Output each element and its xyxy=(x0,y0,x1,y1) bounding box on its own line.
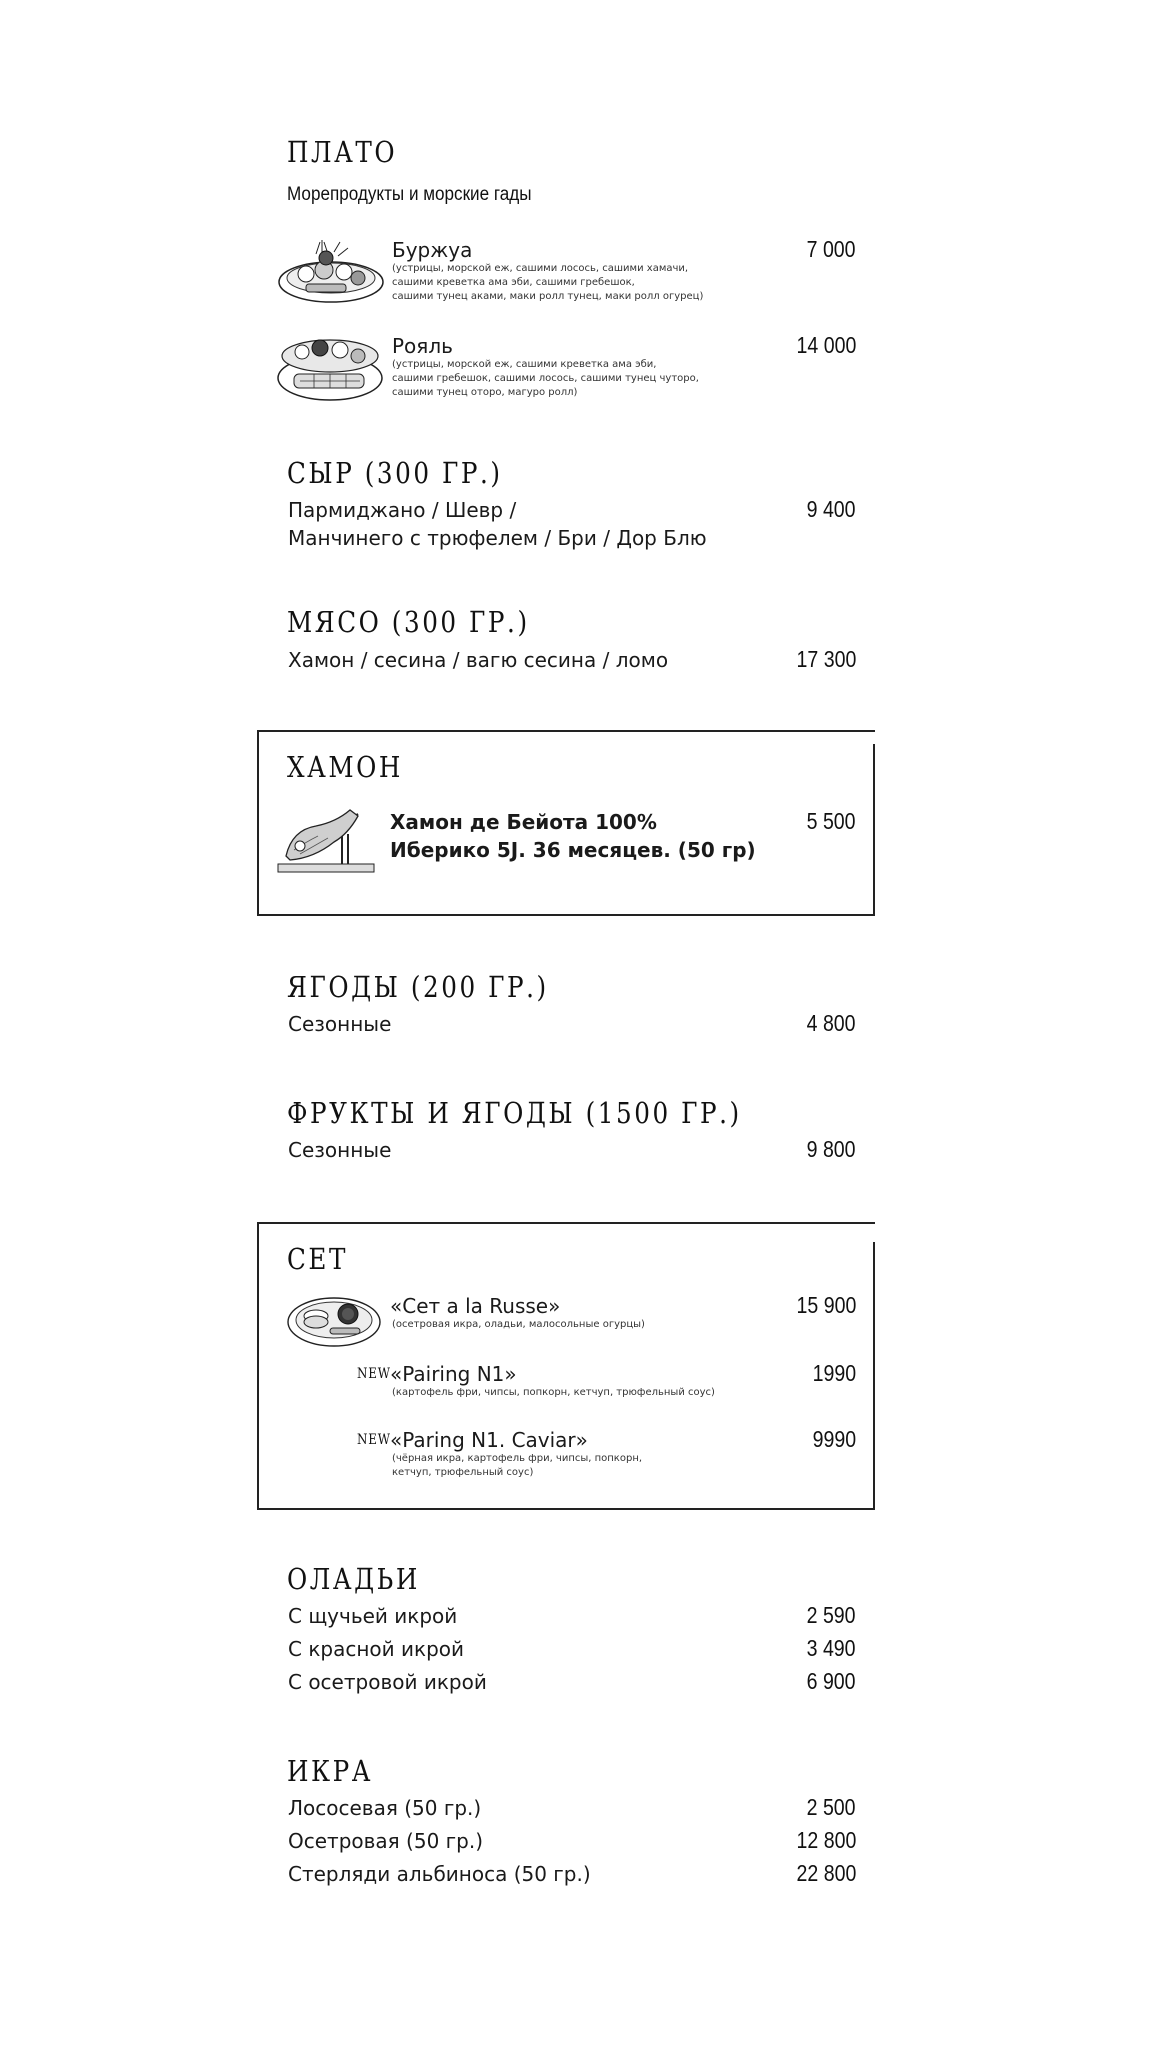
plato-item-name-1: Буржуа xyxy=(392,238,473,262)
berries-line-1: Сезонные xyxy=(288,1012,392,1036)
plato-item-desc-1: (устрицы, морской еж, сашими лосось, сашими хамачи, сашими креветка ама эби, сашими гребешок, сашими тунец аками, маки ролл тунец, маки ролл огурец) xyxy=(392,263,704,302)
new-badge: NEW xyxy=(357,1432,391,1448)
cheese-line-1: Пармиджано / Шевр / xyxy=(288,498,517,522)
plato-item-name-2: Рояль xyxy=(392,334,453,358)
set-item-name-3: «Paring N1. Caviar» xyxy=(390,1428,588,1452)
caviar-item-3: Стерляди альбиноса (50 гр.) xyxy=(288,1862,591,1886)
set-item-desc-3: (чёрная икра, картофель фри, чипсы, попкорн, кетчуп, трюфельный соус) xyxy=(392,1453,643,1478)
caviar-item-2: Осетровая (50 гр.) xyxy=(288,1829,484,1853)
set-item-price-3: 9990 xyxy=(812,1426,856,1452)
section-title-set: СЕТ xyxy=(287,1242,348,1276)
section-title-berries: ЯГОДЫ (200 ГР.) xyxy=(287,970,549,1004)
section-title-cheese: СЫР (300 ГР.) xyxy=(287,456,503,490)
section-title-pancakes: ОЛАДЬИ xyxy=(287,1562,420,1596)
caviar-price-2: 12 800 xyxy=(796,1827,856,1853)
cheese-price: 9 400 xyxy=(807,496,856,522)
pancakes-price-2: 3 490 xyxy=(807,1635,856,1661)
set-item-name-2: «Pairing N1» xyxy=(390,1362,517,1386)
jamon-leg-illustration xyxy=(272,800,384,878)
set-item-name-1: «Сет a la Russe» xyxy=(390,1294,561,1318)
section-title-meat: МЯСО (300 ГР.) xyxy=(287,605,530,639)
set-item-price-1: 15 900 xyxy=(796,1292,856,1318)
pancakes-item-2: С красной икрой xyxy=(288,1637,465,1661)
caviar-set-illustration xyxy=(284,1286,384,1352)
seafood-platter-illustration xyxy=(276,234,386,306)
fruits-line-1: Сезонные xyxy=(288,1138,392,1162)
pancakes-item-3: С осетровой икрой xyxy=(288,1670,487,1694)
caviar-item-1: Лососевая (50 гр.) xyxy=(288,1796,482,1820)
jamon-box-right-edge xyxy=(873,744,875,916)
section-title-fruits: ФРУКТЫ И ЯГОДЫ (1500 ГР.) xyxy=(287,1096,742,1130)
caviar-price-1: 2 500 xyxy=(807,1794,856,1820)
seafood-platter-illustration xyxy=(274,326,386,404)
berries-price: 4 800 xyxy=(807,1010,856,1036)
jamon-line-1: Хамон де Бейота 100% xyxy=(390,810,657,834)
plato-item-price-2: 14 000 xyxy=(796,332,856,358)
plato-item-desc-2: (устрицы, морской еж, сашими креветка ама эби, сашими гребешок, сашими лосось, сашими тунец чуторо, сашими тунец оторо, магуро ролл) xyxy=(392,359,699,398)
section-title-jamon: ХАМОН xyxy=(287,750,403,784)
section-subtitle-plato: Морепродукты и морские гады xyxy=(287,184,532,205)
meat-line-1: Хамон / сесина / вагю сесина / ломо xyxy=(288,648,669,672)
meat-price: 17 300 xyxy=(796,646,856,672)
plato-item-price-1: 7 000 xyxy=(807,236,856,262)
set-box-right-edge xyxy=(873,1242,875,1510)
caviar-price-3: 22 800 xyxy=(796,1860,856,1886)
pancakes-item-1: С щучьей икрой xyxy=(288,1604,458,1628)
set-item-price-2: 1990 xyxy=(812,1360,856,1386)
set-item-desc-2: (картофель фри, чипсы, попкорн, кетчуп, трюфельный соус) xyxy=(392,1387,715,1398)
pancakes-price-1: 2 590 xyxy=(807,1602,856,1628)
pancakes-price-3: 6 900 xyxy=(807,1668,856,1694)
jamon-line-2: Иберико 5J. 36 месяцев. (50 гр) xyxy=(390,838,756,862)
section-title-caviar: ИКРА xyxy=(287,1754,374,1788)
new-badge: NEW xyxy=(357,1366,391,1382)
set-item-desc-1: (осетровая икра, оладьи, малосольные огурцы) xyxy=(392,1319,645,1330)
jamon-price: 5 500 xyxy=(807,808,856,834)
cheese-line-2: Манчинего с трюфелем / Бри / Дор Блю xyxy=(288,526,707,550)
fruits-price: 9 800 xyxy=(807,1136,856,1162)
section-title-plato: ПЛАТО xyxy=(287,135,398,169)
